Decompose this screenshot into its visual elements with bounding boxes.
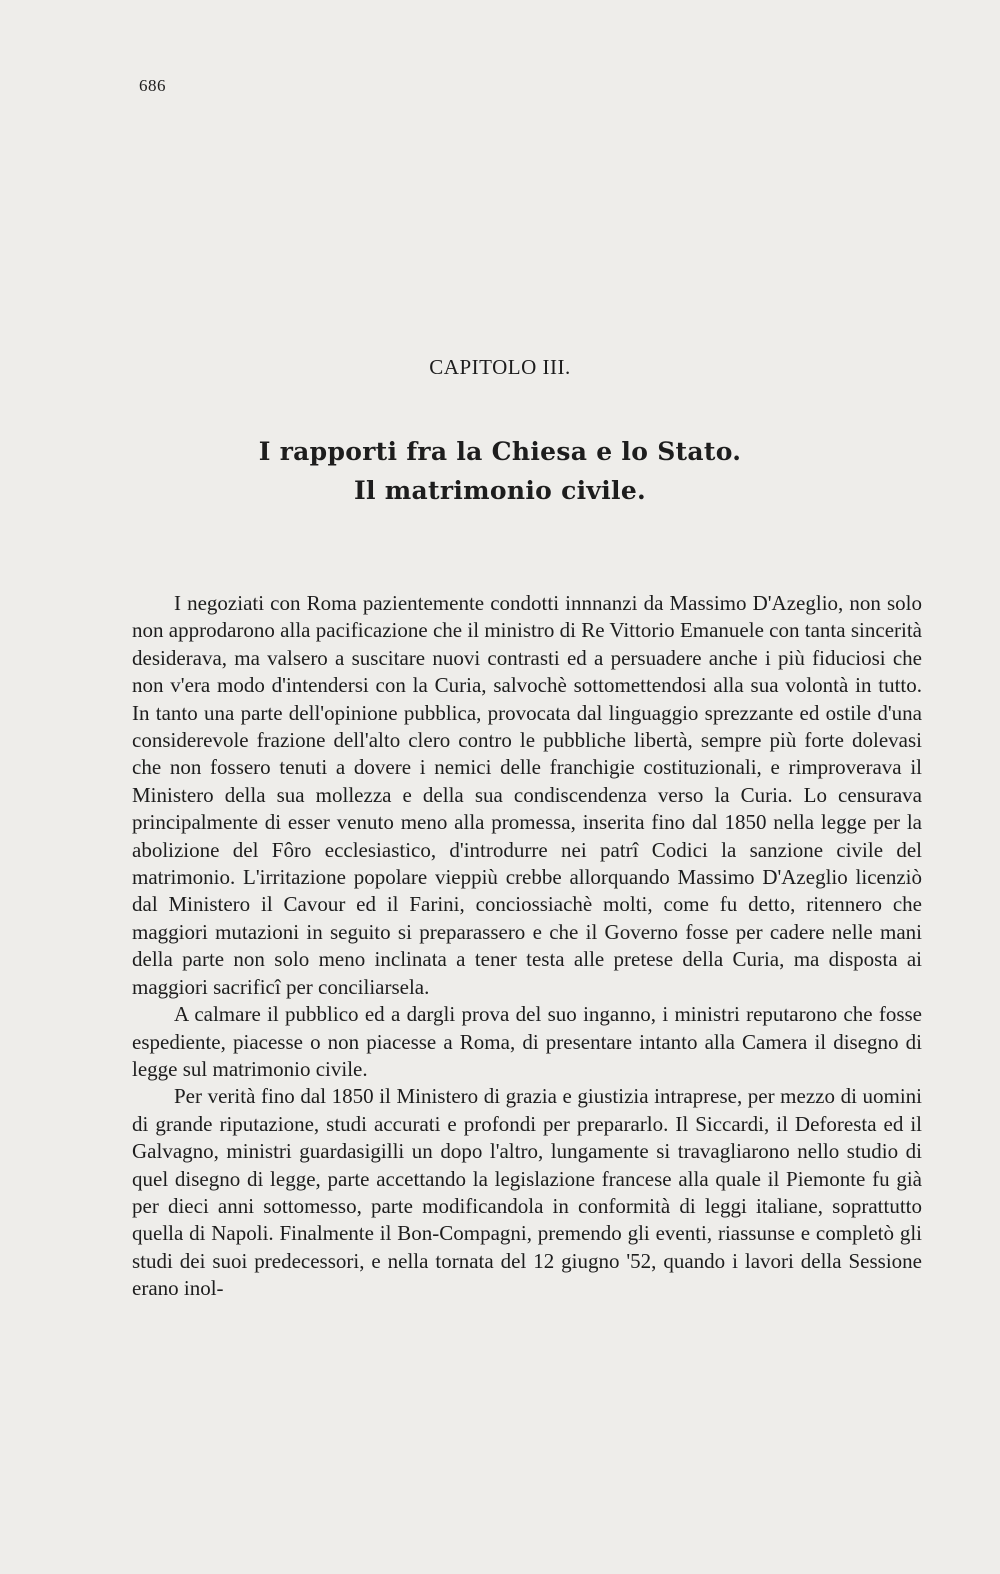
chapter-title-line-1: I rapporti fra la Chiesa e lo Stato.	[258, 437, 742, 466]
paragraph-3: Per verità fino dal 1850 il Ministero di grazia e giustizia intraprese, per mezzo di uomini di grande riputazione, studi accurati e profondi per prepararlo. Il Siccardi, il Deforesta ed il Galvagno, ministri guardasigilli un dopo l'altro, lungamente si travagliarono nello studio di quel disegno di legge, parte accettando la legislazione francese alla quale il Piemonte fu già per dieci anni sottomesso, parte modificandola in conformità di leggi italiane, soprattutto quella di Napoli. Finalmente il Bon-Compagni, premendo gli eventi, riassunse e completò gli studi dei suoi predecessori, e nella tornata del 12 giugno '52, quando i lavori della Sessione erano inol-	[132, 1084, 922, 1301]
body-text	[132, 590, 922, 1303]
paragraph-1: I negoziati con Roma pazientemente condotti innnanzi da Massimo D'Azeglio, non solo non approdarono alla pacificazione che il ministro di Re Vittorio Emanuele con tanta sincerità desiderava, ma valsero a suscitare nuovi contrasti ed a persuadere anche i più fiduciosi che non v'era modo d'intendersi con la Curia, salvochè sottomettendosi alla sua volontà in tutto. In tanto una parte dell'opinione pubblica, provocata dal linguaggio sprezzante ed ostile d'una considerevole frazione dell'alto clero contro le pubbliche libertà, sempre più forte dolevasi che non fossero tenuti a dovere i nemici delle franchigie costituzionali, e rimproverava il Ministero della sua mollezza e della sua condiscendenza verso la Curia. Lo censurava principalmente di esser venuto meno alla promessa, inserita fino dal 1850 nella legge per la abolizione del Fôro ecclesiastico, d'introdurre nei patrî Codici la sanzione civile del matrimonio. L'irritazione popolare vieppiù crebbe allorquando Massimo D'Azeglio licenziò dal Ministero il Cavour ed il Farini, conciossiachè molti, come fu detto, ritennero che maggiori mutazioni in seguito si preparassero e che il Governo fosse per cadere nelle mani della parte non solo meno inclinata a tener testa alle pretese della Curia, ma disposta ai maggiori sacrificî per conciliarsela.	[132, 591, 922, 999]
chapter-label: CAPITOLO III.	[429, 355, 571, 379]
chapter-title-line-2: Il matrimonio civile.	[353, 476, 647, 505]
paragraph-2: A calmare il pubblico ed a dargli prova del suo inganno, i ministri reputarono che fosse espediente, piacesse o non piacesse a Roma, di presentare intanto alla Camera il disegno di legge sul matrimonio civile.	[132, 1002, 922, 1081]
page-number: 686	[139, 76, 166, 95]
